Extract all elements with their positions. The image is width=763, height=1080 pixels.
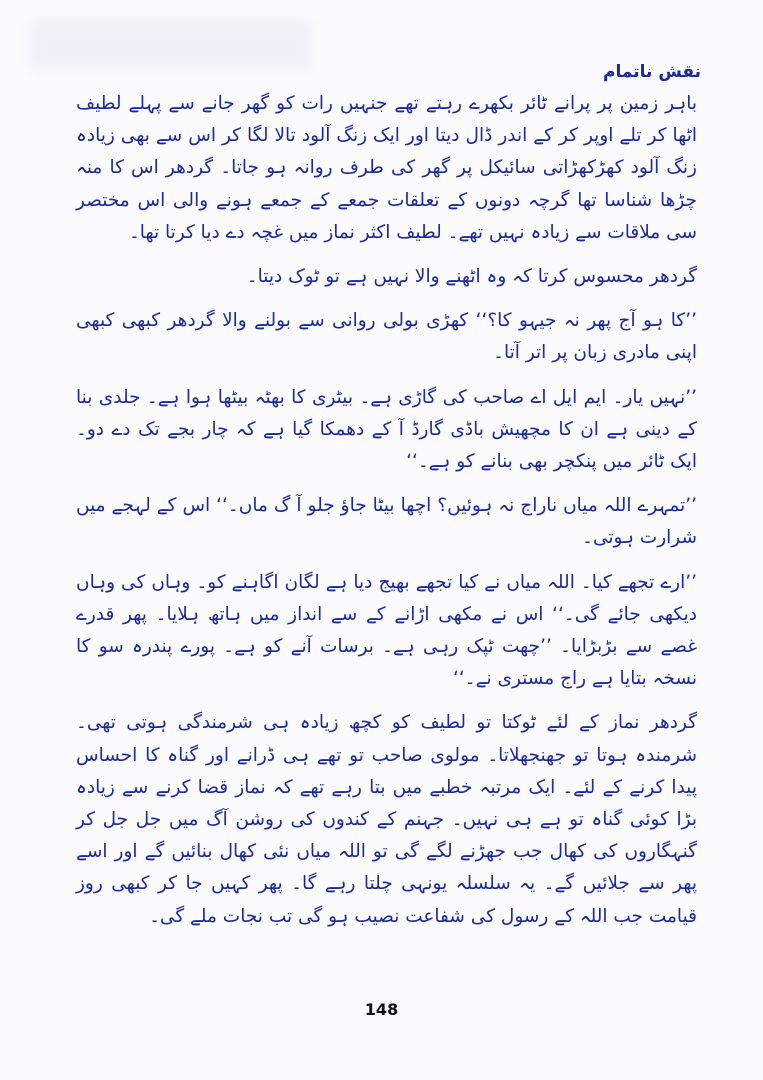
paragraph: گردھر نماز کے لئے ٹوکتا تو لطیف کو کچھ زیادہ ہی شرمندگی ہوتی تھی۔ شرمندہ ہوتا تو جھنجھلاتا۔ مولوی صاحب تو تھے ہی ڈرانے اور گناہ کا احساس پیدا کرنے کے لئے۔ ایک مرتبہ خطبے میں بتا رہے تھے کہ نماز قضا کرنے سے زیادہ بڑا کوئی گناہ تو ہے ہی نہیں۔ جہنم کے کندوں کی روشن آگ میں جل جل کر گنہگاروں کی کھال جب جھڑنے لگے گی تو اللہ میاں نئی کھال بنائیں گے اور اسے پھر سے جلائیں گے۔ یہ سلسلہ یونہی چلتا رہے گا۔ پھر کہیں جا کر کبھی روز قیامت جب اللہ کے رسول کی شفاعت نصیب ہو گی تب نجات ملے گی۔ (76, 712, 697, 927)
paragraph: ’’تمہرے اللہ میاں ناراج نہ ہوئیں؟ اچھا بیٹا جاؤ جلو آ گ ماں۔‘‘ اس کے لہجے میں شرارت ہوتی۔ (76, 495, 697, 549)
paragraph: ’’ارے تجھے کیا۔ اللہ میاں نے کیا تجھے بھیج دیا ہے لگان اگاہنے کو۔ وہاں کی وہاں دیکھی جائے گی۔‘‘ اس نے مکھی اڑانے کے سے انداز میں ہاتھ ہلایا۔ پھر قدرے غصے سے بڑبڑایا۔ ’’چھت ٹپک رہی ہے۔ برسات آنے کو ہے۔ پورے پندرہ سو کا نسخہ بتایا ہے راج مستری نے۔‘‘ (76, 571, 697, 690)
body-text (76, 88, 697, 933)
paragraph: ’’کا ہو آج پھر نہ جیہو کا؟‘‘ کھڑی بولی روانی سے بولنے والا گردھر کبھی کبھی اپنی مادری زبان پر اتر آتا۔ (76, 310, 697, 364)
paragraph: ’’نہیں یار۔ ایم ایل اے صاحب کی گاڑی ہے۔ بیٹری کا بھٹہ بیٹھا ہوا ہے۔ جلدی بنا کے دینی ہے ان کا مچھیش باڈی گارڈ آ کے دھمکا گیا ہے کہ چار بجے تک دے دو۔ ایک ٹائر میں پنکچر بھی بنانے کو ہے۔‘‘ (76, 386, 697, 473)
show-through-smudge (30, 20, 310, 70)
running-header: نقش ناتمام (603, 62, 701, 82)
page-number: 148 (364, 1000, 399, 1019)
paragraph: گردھر محسوس کرتا کہ وہ اٹھنے والا نہیں ہے تو ٹوک دیتا۔ (246, 266, 697, 288)
paragraph: باہر زمین پر پرانے ٹائر بکھرے رہتے تھے جنہیں رات کو گھر جانے سے پہلے لطیف اٹھا کر تلے اوپر کر کے اندر ڈال دیتا اور ایک زنگ آلود تالا لگا کر اس سے بھی زیادہ زنگ آلود کھڑکھڑاتی سائیکل پر گھر کی طرف روانہ ہو جاتا۔ گردھر اس کا منہ چڑھا شناسا تھا گرچہ دونوں کے تعلقات جمعے کے جمعے ہونے والی اس مختصر سی ملاقات سے زیادہ نہیں تھے۔ لطیف اکثر نماز میں غچہ دے دیا کرتا تھا۔ (76, 93, 697, 243)
